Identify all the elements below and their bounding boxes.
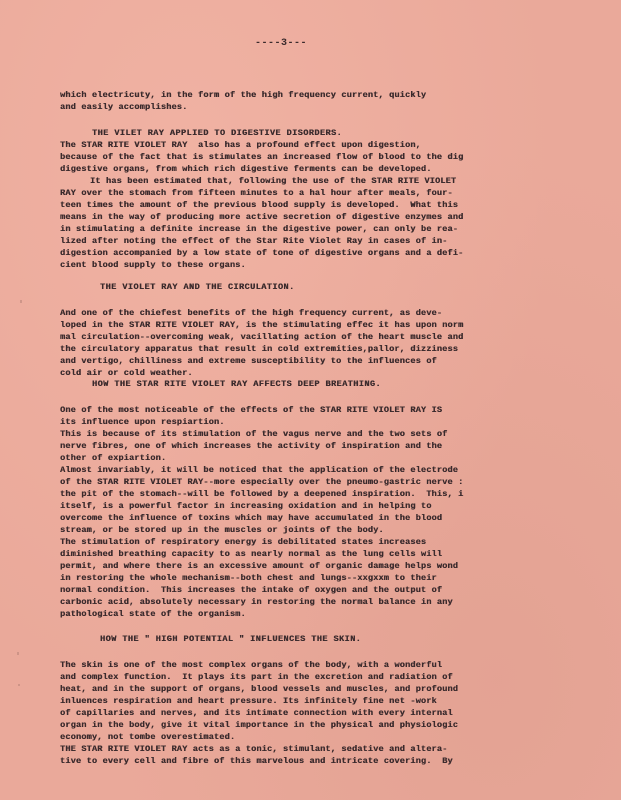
text-line: and vertigo, chilliness and extreme susceptibility to the influences of [60, 356, 437, 366]
page-number: ----3--- [255, 38, 308, 49]
text-line: economy, not tombe overestimated. [60, 732, 236, 742]
text-line: lized after noting the effect of the Star Rite Violet Ray in cases of in- [60, 236, 448, 246]
text-line: One of the most noticeable of the effects of the STAR RITE VIOLET RAY IS [60, 405, 443, 415]
text-line: its influence upon respiartion. [60, 417, 225, 427]
text-line: organ in the body, give it vital importance in the physical and physiologic [60, 720, 459, 730]
text-line: nerve fibres, one of which increases the activity of inspiration and the [60, 441, 443, 451]
text-line: The skin is one of the most complex organs of the body, with a wonderful [60, 660, 443, 670]
text-line: The stimulation of respiratory energy is debilitated states increases [60, 537, 427, 547]
text-line: mal circulation--overcoming weak, vacillating action of the heart muscle and [60, 332, 464, 342]
text-line: cold air or cold weather. [60, 368, 193, 378]
text-line: normal condition. This increases the intake of oxygen and the output of [60, 585, 443, 595]
text-line: digestion accompanied by a low state of tone of digestive organs and a defi- [60, 248, 464, 258]
text-line: other of expiartion. [60, 453, 167, 463]
text-line: itself, is a powerful factor in increasing oxidation and in helping to [60, 501, 432, 511]
text-line: means in the way of producing more active secretion of digestive enzymes and [60, 212, 464, 222]
text-line: teen times the amount of the previous blood supply is developed. What this [60, 200, 459, 210]
text-line: The STAR RITE VIOLET RAY also has a profound effect upon digestion, [60, 140, 421, 150]
text-line: and complex function. It plays its part in the excretion and radiation of [60, 672, 453, 682]
text-line: because of the fact that is stimulates an increased flow of blood to the dig [60, 152, 464, 162]
margin-mark [18, 684, 20, 686]
text-line: overcome the influence of toxins which may have accumulated in the blood [60, 513, 443, 523]
text-line: RAY over the stomach from fifteen minutes to a hal hour after meals, four- [60, 188, 453, 198]
text-line: in restoring the whole mechanism--both chest and lungs--xxgxxm to their [60, 573, 437, 583]
text-line: of the STAR RITE VIOLET RAY--more especially over the pneumo-gastric nerve : [60, 477, 464, 487]
text-line: inluences respiration and heart pressure. Its infinitely fine net -work [60, 696, 437, 706]
text-line: in stimulating a definite increase in the digestive power, can only be rea- [60, 224, 459, 234]
section-heading: THE VIOLET RAY AND THE CIRCULATION. [100, 282, 295, 292]
text-line: of capillaries and nerves, and its intimate connection with every internal [60, 708, 453, 718]
section-heading: THE VILET RAY APPLIED TO DIGESTIVE DISORDERS. [92, 128, 343, 138]
text-line: diminished breathing capacity to as nearly normal as the lung cells will [60, 549, 443, 559]
text-line: loped in the STAR RITE VIOLET RAY, is the stimulating effec it has upon norm [60, 320, 464, 330]
text-line: THE STAR RITE VIOLET RAY acts as a tonic, stimulant, sedative and altera- [60, 744, 448, 754]
text-line: It has been estimated that, following the use of the STAR RITE VIOLET [90, 176, 457, 186]
text-line: pathological state of the organism. [60, 609, 246, 619]
text-line: stream, or be stored up in the muscles or joints of the body. [60, 525, 384, 535]
margin-mark [17, 652, 19, 655]
text-line: carbonic acid, absolutely necessary in restoring the normal balance in any [60, 597, 453, 607]
text-line: and easily accomplishes. [60, 102, 188, 112]
section-heading: HOW THE " HIGH POTENTIAL " INFLUENCES THE SKIN. [100, 634, 362, 644]
text-line: heat, and in the support of organs, blood vessels and muscles, and profound [60, 684, 459, 694]
text-line: This is because of its stimulation of the vagus nerve and the two sets of [60, 429, 448, 439]
text-line: the pit of the stomach--will be followed by a deepened inspiration. This, i [60, 489, 464, 499]
margin-mark [20, 300, 22, 303]
section-heading: HOW THE STAR RITE VIOLET RAY AFFECTS DEEP BREATHING. [92, 379, 381, 389]
text-line: cient blood supply to these organs. [60, 260, 246, 270]
text-line: Almost invariably, it will be noticed that the application of the electrode [60, 465, 459, 475]
text-line: digestive organs, from which rich digestive ferments can be developed. [60, 164, 432, 174]
text-line: the circulatory apparatus that result in cold extremities,pallor, dizziness [60, 344, 459, 354]
text-line: tive to every cell and fibre of this marvelous and intricate covering. By [60, 756, 453, 766]
text-line: permit, and where there is an excessive amount of organic damage helps wond [60, 561, 459, 571]
text-line: And one of the chiefest benefits of the high frequency current, as deve- [60, 308, 443, 318]
text-line: which electricuty, in the form of the high frequency current, quickly [60, 90, 427, 100]
